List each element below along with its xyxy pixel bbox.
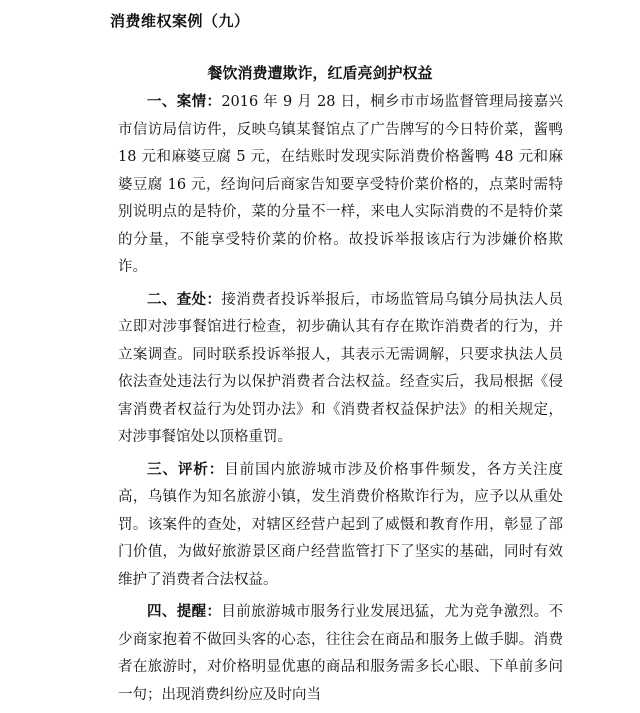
section-analysis xyxy=(118,456,563,595)
section-heading: 一、案情： xyxy=(147,93,222,110)
section-case xyxy=(118,88,563,282)
section-heading: 三、评析： xyxy=(147,460,225,478)
section-handling xyxy=(118,286,563,452)
article-title: 餐饮消费遭欺诈，红盾亮剑护权益 xyxy=(207,64,433,82)
section-heading: 二、查处： xyxy=(147,290,222,308)
series-title: 消费维权案例（九） xyxy=(110,12,250,30)
section-text: 目前旅游城市服务行业发展迅猛，尤为竞争激烈。不少商家抱着不做回头客的心态，往往会在商品和服务上做手脚。消费者在旅游时，对价格明显优惠的商品和服务需多长心眼、下单前多问一句；出现消费纠纷应及时向当 xyxy=(118,604,564,703)
section-text: 接消费者投诉举报后，市场监管局乌镇分局执法人员立即对涉事餐馆进行检查，初步确认其有存在欺诈消费者的行为，并立案调查。同时联系投诉举报人，其表示无需调解，只要求执法人员依法查处违法行为以保护消费者合法权益。经查实后，我局根据《侵害消费者权益行为处罚办法》和《消费者权益保护法》的相关规定，对涉事餐馆处以顶格重罚。 xyxy=(118,291,564,445)
section-text: 目前国内旅游城市涉及价格事件频发，各方关注度高，乌镇作为知名旅游小镇，发生消费价格欺诈行为，应予以从重处罚。该案件的查处，对辖区经营户起到了威慑和教育作用，彰显了部门价值，为做好旅游景区商户经营监管打下了坚实的基础，同时有效维护了消费者合法权益。 xyxy=(118,461,564,588)
section-text: 2016 年 9 月 28 日，桐乡市市场监督管理局接嘉兴市信访局信访件，反映乌镇某餐馆点了广告牌写的今日特价菜，酱鸭 18 元和麻婆豆腐 5 元，在结账时发现实际消费价格酱鸭 48 元和麻婆豆腐 16 元，经询问后商家告知要享受特价菜价格的，点菜时需特别说明点的是特价，菜的分量不一样，来电人实际消费的不是特价菜的分量，不能享受特价菜的价格。故投诉举报该店行为涉嫌价格欺诈。 xyxy=(118,94,564,275)
section-heading: 四、提醒： xyxy=(147,603,222,620)
article-body xyxy=(118,88,563,713)
section-reminder xyxy=(118,598,563,709)
